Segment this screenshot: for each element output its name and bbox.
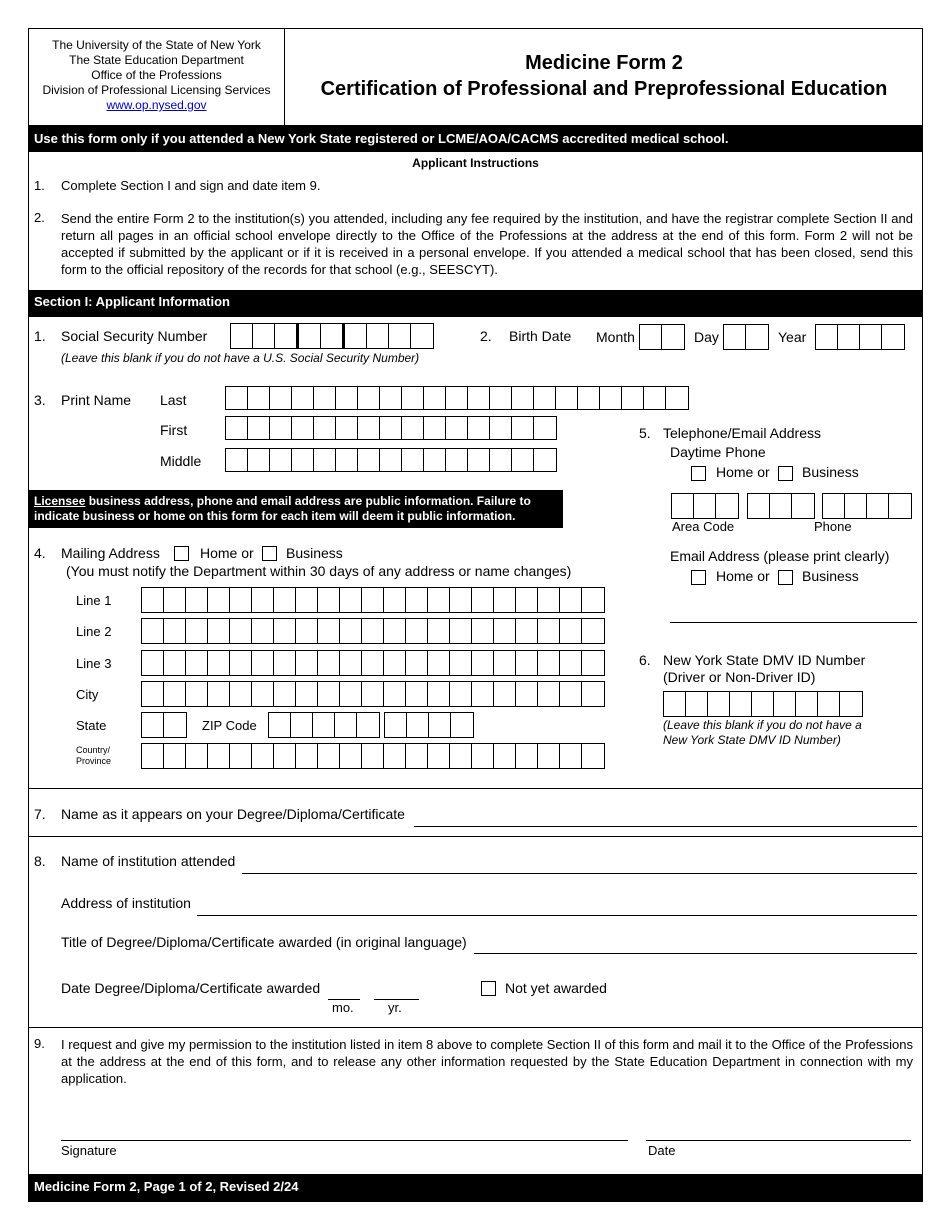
address-line1-input[interactable] [141, 587, 605, 613]
mailing-business-label: Business [286, 545, 343, 561]
line1-label: Line 1 [76, 593, 112, 608]
degree-date-label: Date Degree/Diploma/Certificate awarded [61, 980, 321, 996]
dmv-id-input[interactable] [663, 691, 863, 717]
phone-business-checkbox[interactable] [778, 466, 793, 481]
mailing-home-checkbox[interactable] [174, 546, 189, 561]
divider [29, 1027, 922, 1028]
state-label: State [76, 718, 107, 733]
degree-month-label: mo. [332, 1000, 354, 1015]
phone-field-label: Phone [814, 519, 852, 534]
form-title: Medicine Form 2 [525, 52, 683, 74]
phone-business-label: Business [802, 464, 859, 480]
instruction-num: 2. [34, 210, 45, 225]
dmv-note: New York State DMV ID Number) [663, 733, 841, 747]
agency-line: Office of the Professions [91, 68, 222, 82]
institution-name-input-line[interactable] [242, 873, 917, 874]
dmv-num: 6. [639, 652, 651, 668]
date-input-line[interactable] [646, 1140, 911, 1141]
country-input[interactable] [141, 743, 605, 769]
licensee-notice-text: business address, phone and email address are public information. Failure to indicate business or home on this form for each item will deem it public information. [34, 494, 531, 523]
date-label: Date [648, 1143, 676, 1158]
city-input[interactable] [141, 681, 605, 707]
phone-line-input[interactable] [822, 493, 912, 519]
birth-month-input[interactable] [639, 324, 685, 350]
degree-name-label: Name as it appears on your Degree/Diploma/Certificate [61, 806, 405, 822]
section1-bar: Section I: Applicant Information [29, 290, 922, 317]
form-title-block [286, 29, 922, 125]
ssn-num: 1. [34, 328, 46, 344]
institution-num: 8. [34, 853, 46, 869]
address-line3-input[interactable] [141, 650, 605, 676]
email-home-label: Home or [716, 568, 770, 584]
state-input[interactable] [141, 712, 187, 738]
dmv-label: New York State DMV ID Number [663, 652, 866, 668]
instruction-text: Complete Section I and sign and date item 9. [61, 178, 321, 193]
ssn-note: (Leave this blank if you do not have a U.S. Social Security Number) [61, 351, 420, 365]
form-subtitle: Certification of Professional and Preprofessional Education [320, 78, 888, 100]
instruction-num: 1. [34, 178, 45, 193]
notice-bar: Use this form only if you attended a New York State registered or LCME/AOA/CACMS accredited medical school. [29, 125, 922, 152]
divider [29, 836, 922, 837]
last-name-label: Last [160, 392, 187, 408]
first-name-label: First [160, 422, 188, 438]
daytime-phone-label: Daytime Phone [670, 444, 766, 460]
dmv-sublabel: (Driver or Non-Driver ID) [663, 669, 816, 685]
permission-text: I request and give my permission to the institution listed in item 8 above to complete Section II of this form and mail it to the Office of the Professions at the address at the end of this form, and to release any other information requested by the State Education Department in connection with my application. [61, 1037, 913, 1086]
birth-day-input[interactable] [723, 324, 769, 350]
zip-plus4-input[interactable] [384, 712, 474, 738]
dmv-note: (Leave this blank if you do not have a [663, 718, 862, 732]
birth-label: Birth Date [509, 328, 572, 344]
middle-name-input[interactable] [225, 448, 557, 472]
signature-input-line[interactable] [61, 1140, 628, 1141]
birth-year-input[interactable] [815, 324, 905, 350]
institution-name-label: Name of institution attended [61, 853, 236, 869]
ssn-label: Social Security Number [61, 328, 208, 344]
email-home-checkbox[interactable] [691, 570, 706, 585]
agency-block [29, 29, 285, 125]
mailing-label: Mailing Address [61, 545, 160, 561]
email-label: Email Address (please print clearly) [670, 548, 890, 564]
licensee-word: Licensee [34, 494, 86, 508]
degree-name-input-line[interactable] [414, 826, 917, 827]
degree-name-num: 7. [34, 806, 46, 822]
email-business-label: Business [802, 568, 859, 584]
name-label: Print Name [61, 392, 132, 408]
instruction-text: Send the entire Form 2 to the institution(s) you attended, including any fee required by the institution, and have the registrar complete Section II and return all pages in an official school envelope directly to the Office of the Professions at the address at the end of this form. Form 2 will not be accepted if submitted by the applicant or if it is received in a personal envelope. If you attended a medical school that has been closed, send this form to the official repository of the records for that school (e.g., SEESCYT). [61, 211, 913, 277]
city-label: City [76, 687, 99, 702]
instructions-heading: Applicant Instructions [412, 156, 539, 170]
website-link[interactable]: www.op.nysed.gov [106, 98, 207, 112]
area-code-label: Area Code [672, 519, 735, 534]
agency-line: The State Education Department [69, 53, 244, 67]
phone-prefix-input[interactable] [747, 493, 815, 519]
form-page [28, 28, 923, 1202]
licensee-notice [29, 490, 563, 528]
agency-line: The University of the State of New York [52, 38, 261, 52]
footer-bar: Medicine Form 2, Page 1 of 2, Revised 2/24 [29, 1174, 922, 1202]
first-name-input[interactable] [225, 416, 557, 440]
country-label: Country/ [76, 745, 111, 755]
birth-year-label: Year [778, 329, 807, 345]
line2-label: Line 2 [76, 624, 112, 639]
permission-num: 9. [34, 1036, 45, 1051]
not-yet-awarded-label: Not yet awarded [505, 980, 607, 996]
ssn-input[interactable] [230, 323, 434, 349]
email-business-checkbox[interactable] [778, 570, 793, 585]
phone-num: 5. [639, 425, 651, 441]
mailing-business-checkbox[interactable] [262, 546, 277, 561]
birth-num: 2. [480, 328, 492, 344]
birth-day-label: Day [694, 329, 719, 345]
address-line2-input[interactable] [141, 618, 605, 644]
line3-label: Line 3 [76, 656, 112, 671]
phone-home-label: Home or [716, 464, 770, 480]
mailing-note: (You must notify the Department within 30 days of any address or name changes) [66, 563, 572, 579]
degree-year-label: yr. [388, 1000, 402, 1015]
phone-label: Telephone/Email Address [663, 425, 821, 441]
divider [29, 788, 922, 789]
mailing-home-label: Home or [200, 545, 254, 561]
zip-label: ZIP Code [202, 718, 257, 733]
agency-line: Division of Professional Licensing Services [42, 83, 271, 97]
last-name-input[interactable] [225, 386, 689, 410]
degree-title-label: Title of Degree/Diploma/Certificate awarded (in original language) [61, 934, 467, 950]
mailing-num: 4. [34, 545, 46, 561]
province-label: Province [76, 756, 112, 766]
institution-address-label: Address of institution [61, 895, 191, 911]
area-code-input[interactable] [671, 493, 739, 519]
signature-label: Signature [61, 1143, 117, 1158]
not-yet-awarded-checkbox[interactable] [481, 981, 496, 996]
degree-title-input-line[interactable] [474, 953, 917, 954]
email-input-line[interactable] [670, 622, 917, 623]
middle-name-label: Middle [160, 453, 202, 469]
name-num: 3. [34, 392, 46, 408]
institution-address-input-line[interactable] [197, 915, 917, 916]
zip-input[interactable] [268, 712, 380, 738]
birth-month-label: Month [596, 329, 635, 345]
phone-home-checkbox[interactable] [691, 466, 706, 481]
